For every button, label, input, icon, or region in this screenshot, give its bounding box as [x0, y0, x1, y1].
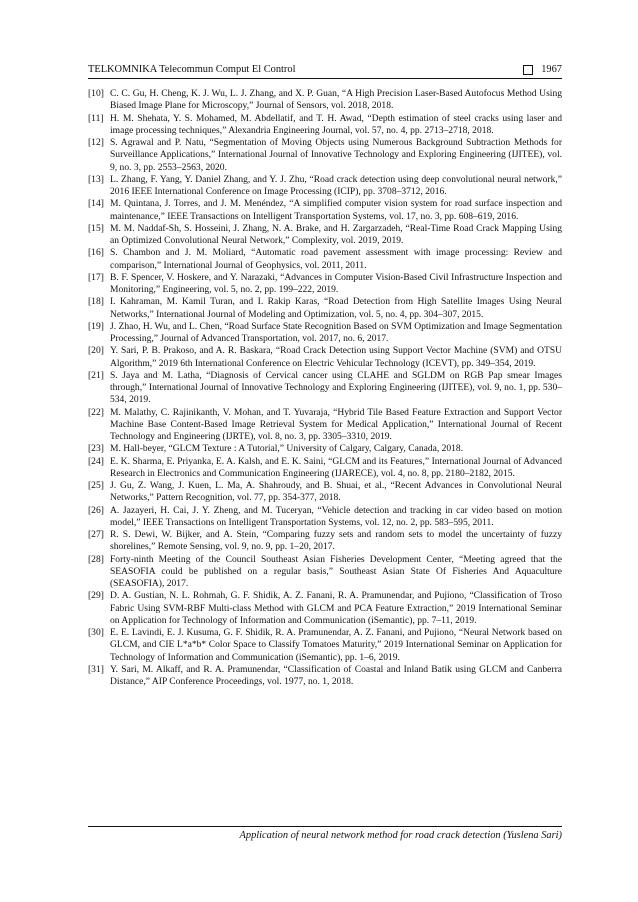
reference-text: A. Jazayeri, H. Cai, J. Y. Zheng, and M. Tuceryan, “Vehicle detection and tracking in car video based on motion model,” IEEE Transactions on Intelligent Transportation Systems, vol. 12, no. 2, pp. 583–595, 2011.	[110, 504, 562, 528]
reference-item	[88, 198, 562, 223]
reference-text: L. Zhang, F. Yang, Y. Daniel Zhang, and Y. J. Zhu, “Road crack detection using deep convolutional neural network,” 2016 IEEE International Conference on Image Processing (ICIP), pp. 3708–3712, 2016.	[110, 173, 562, 197]
reference-text: S. Chambon and J. M. Moliard, “Automatic road pavement assessment with image processing: Review and comparison,” International Journal of Geophysics, vol. 2011, 2011.	[110, 247, 562, 271]
reference-text: R. S. Dewi, W. Bijker, and A. Stein, “Comparing fuzzy sets and random sets to model the uncertainty of fuzzy shorelines,” Remote Sensing, vol. 9, no. 9, pp. 1–20, 2017.	[110, 529, 562, 553]
reference-number: [11]	[88, 112, 104, 124]
reference-number: [31]	[88, 663, 104, 675]
square-icon	[523, 65, 533, 75]
reference-number: [10]	[88, 88, 104, 99]
reference-number: [16]	[88, 247, 104, 259]
reference-number: [19]	[88, 320, 104, 332]
reference-item	[88, 554, 562, 591]
reference-number: [26]	[88, 504, 104, 516]
reference-item	[88, 627, 562, 664]
reference-item	[88, 321, 562, 346]
reference-item	[88, 443, 562, 455]
reference-text: M. M. Naddaf-Sh, S. Hosseini, J. Zhang, N. A. Brake, and H. Zargarzadeh, “Real-Time Road Crack Mapping Using an Optimized Convolutional Neural Network,” Complexity, vol. 2019, 2019.	[110, 222, 562, 246]
reference-text: I. Kahraman, M. Kamil Turan, and I. Rakip Karas, “Road Detection from High Satellite Images Using Neural Networks,” International Journal of Modeling and Optimization, vol. 5, no. 4, pp. 304–307, 2015.	[110, 296, 562, 320]
journal-title: TELKOMNIKA Telecommun Comput El Control	[88, 64, 296, 75]
page-number: 1967	[541, 64, 562, 75]
reference-text: Y. Sari, P. B. Prakoso, and A. R. Baskara, “Road Crack Detection using Support Vector Machine (SVM) and OTSU Algorithm,” 2019 6th International Conference on Electric Vehicular Technology (ICEVT), pp. 349–354, 2019.	[110, 345, 562, 369]
reference-number: [15]	[88, 222, 104, 234]
reference-number: [28]	[88, 553, 104, 565]
header-right	[523, 64, 562, 75]
reference-item	[88, 345, 562, 370]
reference-text: S. Jaya and M. Latha, “Diagnosis of Cervical cancer using CLAHE and SGLDM on RGB Pap smear Images through,” International Journal of Innovative Technology and Exploring Engineering (IJITEE), vol. 9, no. 1, pp. 530–534, 2019.	[110, 369, 562, 406]
reference-number: [13]	[88, 173, 104, 185]
reference-text: C. C. Gu, H. Cheng, K. J. Wu, L. J. Zhang, and X. P. Guan, “A High Precision Laser-Based Autofocus Method Using Biased Image Plane for Microscopy,” Journal of Sensors, vol. 2018, 2018.	[110, 88, 562, 112]
page-footer: Application of neural network method for road crack detection (Yuslena Sari)	[239, 830, 562, 841]
reference-item	[88, 370, 562, 407]
reference-number: [27]	[88, 529, 104, 540]
reference-number: [23]	[88, 443, 104, 455]
reference-item	[88, 480, 562, 505]
reference-text: Forty-ninth Meeting of the Council Southeast Asian Fisheries Development Center, “Meeting agreed that the SEASOFIA could be published on a regular basis,” Southeast Asian State Of Fisheries And Aquaculture (SEASOFIA), 2017.	[110, 553, 562, 589]
reference-item	[88, 137, 562, 174]
reference-text: M. Hall-beyer, “GLCM Texture : A Tutorial,” University of Calgary, Calgary, Canada, 2018.	[110, 443, 464, 455]
reference-number: [20]	[88, 345, 104, 357]
reference-item	[88, 296, 562, 321]
reference-text: B. F. Spencer, V. Hoskere, and Y. Narazaki, “Advances in Computer Vision-Based Civil Infrastructure Inspection and Monitoring,” Engineering, vol. 5, no. 2, pp. 199–222, 2019.	[110, 271, 562, 295]
reference-number: [21]	[88, 369, 104, 381]
reference-text: E. E. Lavindi, E. J. Kusuma, G. F. Shidik, R. A. Pramunendar, A. Z. Fanani, and Pujiono, “Neural Network based on GLCM, and CIE L*a*b* Color Space to Classify Tomatoes Maturity,” 2019 International Seminar on Application for Technology of Information and Communication (iSemantic), pp. 1–6, 2019.	[110, 627, 562, 663]
reference-number: [14]	[88, 198, 104, 210]
reference-item	[88, 272, 562, 297]
reference-item	[88, 174, 562, 199]
reference-number: [25]	[88, 480, 104, 491]
page-header	[88, 62, 562, 78]
reference-item	[88, 223, 562, 248]
reference-number: [30]	[88, 627, 104, 638]
reference-item	[88, 113, 562, 138]
reference-item	[88, 529, 562, 554]
reference-list	[88, 88, 562, 688]
reference-number: [12]	[88, 137, 104, 148]
reference-text: H. M. Shehata, Y. S. Mohamed, M. Abdellatif, and T. H. Awad, “Depth estimation of steel cracks using laser and image processing techniques,” Alexandria Engineering Journal, vol. 57, no. 4, pp. 2713–2718, 2018.	[110, 112, 562, 136]
reference-item	[88, 407, 562, 444]
header-rule	[88, 78, 562, 79]
reference-text: S. Agrawal and P. Natu, “Segmentation of Moving Objects using Numerous Background Subtraction Methods for Surveillance Applications,” International Journal of Innovative Technology and Exploring Engineering (IJITEE), vol. 9, no. 3, pp. 2553–2563, 2020.	[110, 137, 562, 173]
reference-number: [18]	[88, 296, 104, 308]
reference-item	[88, 505, 562, 530]
reference-text: Y. Sari, M. Alkaff, and R. A. Pramunendar, “Classification of Coastal and Inland Batik using GLCM and Canberra Distance,” AIP Conference Proceedings, vol. 1977, no. 1, 2018.	[110, 663, 562, 687]
reference-number: [24]	[88, 455, 104, 467]
reference-text: E. K. Sharma, E. Priyanka, E. A. Kalsh, and E. K. Saini, “GLCM and its Features,” International Journal of Advanced Research in Electronics and Communication Engineering (IJARECE), vol. 4, no. 8, pp. 2180–2182, 2015.	[110, 455, 562, 479]
reference-item	[88, 664, 562, 689]
reference-item	[88, 590, 562, 627]
reference-text: J. Gu, Z. Wang, J. Kuen, L. Ma, A. Shahroudy, and B. Shuai, et al., “Recent Advances in Convolutional Neural Networks,” Pattern Recognition, vol. 77, pp. 354-377, 2018.	[110, 480, 562, 504]
reference-item	[88, 247, 562, 272]
reference-number: [17]	[88, 271, 104, 283]
reference-text: J. Zhao, H. Wu, and L. Chen, “Road Surface State Recognition Based on SVM Optimization and Image Segmentation Processing,” Journal of Advanced Transportation, vol. 2017, no. 6, 2017.	[110, 320, 562, 344]
reference-text: M. Quintana, J. Torres, and J. M. Menéndez, “A simplified computer vision system for road surface inspection and maintenance,” IEEE Transactions on Intelligent Transportation Systems, vol. 17, no. 3, pp. 608–619, 2016.	[110, 198, 562, 222]
reference-item	[88, 456, 562, 481]
reference-text: M. Malathy, C. Rajinikanth, V. Mohan, and T. Yuvaraja, “Hybrid Tile Based Feature Extraction and Support Vector Machine Base Content-Based Image Retrieval System for Medical Application,” International Journal of Recent Technology and Engineering (IJRTE), vol. 8, no. 3, pp. 3305–3310, 2019.	[110, 406, 562, 442]
footer-rule	[88, 826, 562, 827]
reference-item	[88, 88, 562, 113]
reference-number: [22]	[88, 406, 104, 418]
reference-number: [29]	[88, 590, 104, 602]
reference-text: D. A. Gustian, N. L. Rohmah, G. F. Shidik, A. Z. Fanani, R. A. Pramunendar, and Pujiono, “Classification of Troso Fabric Using SVM-RBF Multi-class Method with GLCM and PCA Feature Extraction,” 2019 International Seminar on Application for Technology of Information and Communication (iSemantic), pp. 7–11, 2019.	[110, 590, 562, 626]
